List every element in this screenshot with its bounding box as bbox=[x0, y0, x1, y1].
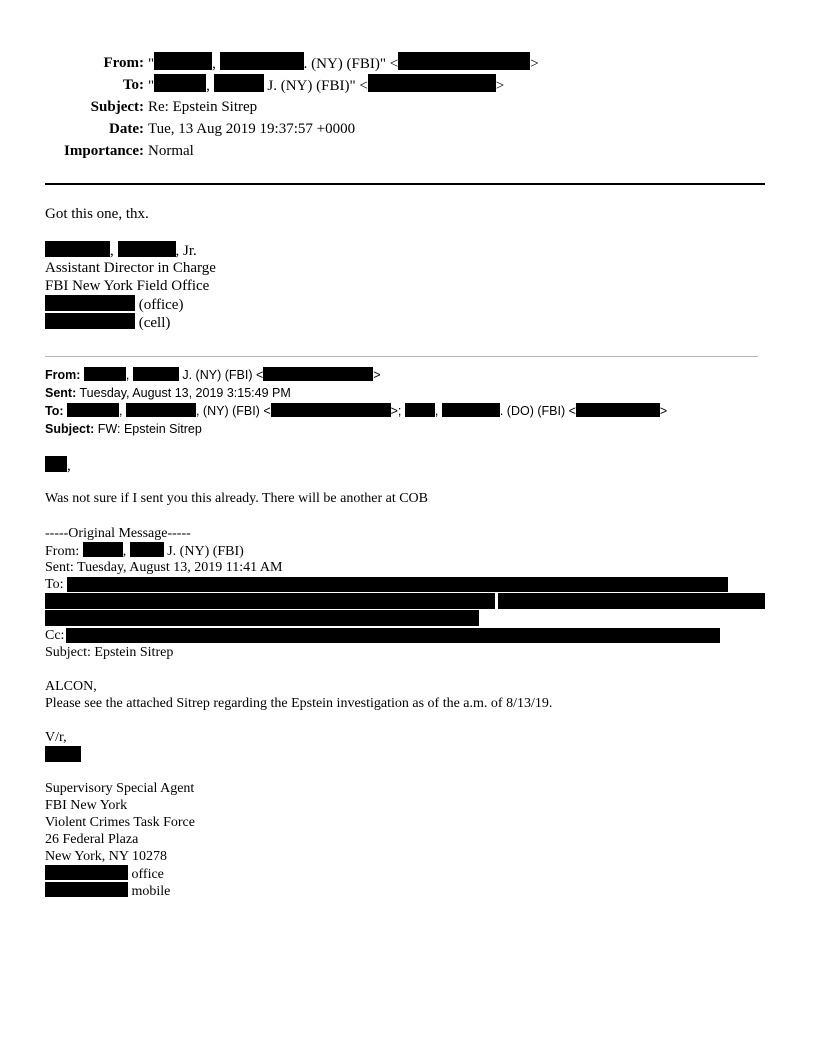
redaction-block bbox=[67, 577, 728, 592]
header-from-row bbox=[0, 52, 700, 74]
header-to-value: " , J. (NY) (FBI)" < > bbox=[148, 74, 504, 97]
original-sig-mobile-phone: mobile bbox=[45, 882, 170, 900]
original-cc-label: Cc: bbox=[45, 628, 65, 643]
header-importance-value: Normal bbox=[148, 143, 194, 159]
redaction-block bbox=[398, 52, 530, 70]
redaction-block bbox=[442, 403, 500, 417]
forward-message: Was not sure if I sent you this already. There will be another at COB bbox=[45, 491, 428, 506]
original-from-row: From: , J. (NY) (FBI) bbox=[45, 544, 244, 559]
original-closing: V/r, bbox=[45, 730, 67, 745]
reply-signature-name: , , Jr. bbox=[45, 241, 197, 260]
forward-from-row: From: , J. (NY) (FBI) < > bbox=[45, 368, 381, 382]
header-importance-row bbox=[0, 140, 700, 162]
redaction-block bbox=[45, 610, 479, 626]
redaction-block bbox=[263, 367, 373, 381]
redaction-block bbox=[130, 542, 164, 557]
redaction-block bbox=[498, 593, 765, 609]
original-sig-address2: New York, NY 10278 bbox=[45, 849, 167, 864]
redaction-block bbox=[271, 403, 391, 417]
original-sig-office: FBI New York bbox=[45, 798, 128, 813]
original-message: Please see the attached Sitrep regarding the Epstein investigation as of the a.m. of 8/13/19. bbox=[45, 696, 553, 711]
forward-greeting: , bbox=[45, 456, 71, 475]
forward-to-row: To: , , (NY) (FBI) < >; , . (DO) (FBI) < > bbox=[45, 404, 668, 418]
original-sent-row: Sent: Tuesday, August 13, 2019 11:41 AM bbox=[45, 560, 283, 575]
redaction-block bbox=[214, 74, 264, 92]
header-subject-label: Subject: bbox=[90, 99, 144, 115]
redaction-block bbox=[45, 241, 110, 257]
header-importance-label: Importance: bbox=[64, 143, 144, 159]
header-subject-value: Re: Epstein Sitrep bbox=[148, 99, 258, 115]
reply-message: Got this one, thx. bbox=[45, 206, 149, 222]
reply-signature-cell-phone: (cell) bbox=[45, 313, 170, 332]
redaction-block bbox=[45, 746, 81, 762]
original-subject-row: Subject: Epstein Sitrep bbox=[45, 645, 174, 660]
original-salutation: ALCON, bbox=[45, 679, 97, 694]
header-to-row bbox=[0, 74, 700, 96]
redaction-block bbox=[84, 367, 126, 381]
header-to-label: To: bbox=[122, 77, 144, 93]
header-from-value: " , . (NY) (FBI)" < > bbox=[148, 52, 539, 75]
original-sig-address1: 26 Federal Plaza bbox=[45, 832, 139, 847]
redaction-block bbox=[405, 403, 435, 417]
redaction-block bbox=[133, 367, 179, 381]
redaction-block bbox=[126, 403, 196, 417]
header-date-label: Date: bbox=[109, 121, 144, 137]
reply-signature-office-phone: (office) bbox=[45, 295, 183, 314]
redaction-block bbox=[118, 241, 176, 257]
original-sig-office-phone: office bbox=[45, 865, 164, 883]
forward-divider bbox=[45, 356, 758, 357]
reply-signature-office: FBI New York Field Office bbox=[45, 278, 210, 294]
original-sig-unit: Violent Crimes Task Force bbox=[45, 815, 195, 830]
reply-signature-title: Assistant Director in Charge bbox=[45, 260, 216, 276]
redaction-block bbox=[45, 456, 67, 472]
original-to-label: To: bbox=[45, 577, 64, 592]
redaction-block bbox=[83, 542, 123, 557]
header-date-value: Tue, 13 Aug 2019 19:37:57 +0000 bbox=[148, 121, 356, 137]
redaction-block bbox=[154, 74, 206, 92]
redaction-block bbox=[66, 628, 720, 643]
header-from-label: From: bbox=[103, 55, 144, 71]
redaction-block bbox=[45, 593, 495, 609]
forward-subject-row: Subject: FW: Epstein Sitrep bbox=[45, 422, 202, 436]
redaction-block bbox=[67, 403, 119, 417]
redaction-block bbox=[368, 74, 496, 92]
original-sig-title: Supervisory Special Agent bbox=[45, 781, 195, 796]
header-date-row bbox=[0, 118, 700, 140]
redaction-block bbox=[45, 313, 135, 329]
header-subject-row bbox=[0, 96, 700, 118]
forward-sent-row: Sent: Tuesday, August 13, 2019 3:15:49 PM bbox=[45, 386, 291, 400]
original-divider: -----Original Message----- bbox=[45, 526, 191, 541]
redaction-block bbox=[45, 882, 128, 897]
redaction-block bbox=[154, 52, 212, 70]
header-divider bbox=[45, 183, 765, 185]
redaction-block bbox=[45, 295, 135, 311]
redaction-block bbox=[220, 52, 304, 70]
redaction-block bbox=[45, 865, 128, 880]
redaction-block bbox=[576, 403, 660, 417]
